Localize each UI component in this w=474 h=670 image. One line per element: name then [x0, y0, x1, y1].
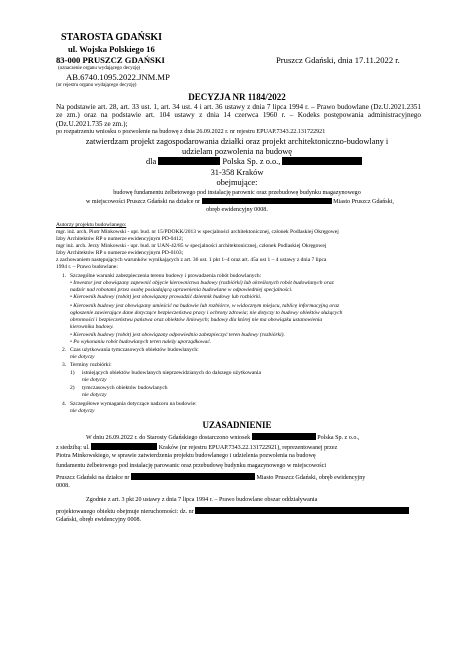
- for-prefix: dla: [146, 157, 157, 166]
- condition-line: • Kierownik budowy jest obowiązany umieścić na budowie lub rozbiórce, w widocznym miejscu, tablicę informacyjną oraz: [70, 303, 340, 309]
- item-number: 1.: [62, 273, 67, 279]
- author-line: Izby Architektów RP o numerze ewidencyjnym PD-0412;: [56, 236, 184, 242]
- justification-text: Miasto Pruszcz Gdański, obręb ewidencyjny: [256, 475, 366, 481]
- justification-line: fundamentu żelbetowego pod instalację parowanic oraz przebudowę budynku magazynowego w miejscowości: [56, 463, 327, 469]
- case-caption: (nr rejestru organu wydającego decyzję): [56, 83, 137, 88]
- authority-name: STAROSTA GDAŃSKI: [61, 32, 163, 43]
- item-number: 4.: [62, 401, 67, 407]
- redaction-box: [158, 157, 220, 165]
- item-number: 2): [70, 385, 75, 391]
- condition-value: nie dotyczy: [70, 354, 95, 360]
- condition-2: Czas użytkowania tymczasowych obiektów budowlanych:: [70, 347, 199, 353]
- redaction-box: [282, 157, 362, 165]
- condition-value: nie dotyczy: [82, 392, 107, 398]
- condition-line: ogłoszenie zawierające dane dotyczące bezpieczeństwa pracy i ochrony zdrowia; nie dotyczy to budowy obiektów służących: [70, 310, 343, 316]
- justification-line: [56, 473, 365, 482]
- justification-line: [56, 507, 409, 516]
- condition-3a: istniejących obiektów budowlanych nieprzewidzianych do dalszego użytkowania: [82, 370, 261, 376]
- scope-plot: w miejscowości Pruszcz Gdański na działce nr: [86, 199, 201, 205]
- for-company: Polska Sp. z o.o.,: [222, 157, 281, 166]
- redaction-box: [131, 473, 255, 480]
- justification-text: W dniu 26.09.2022 r. do Starosty Gdańskiego dostarczono wniosek: [86, 435, 251, 441]
- redaction-box: [202, 198, 332, 204]
- authority-city: 83-000 PRUSZCZ GDAŃSKI: [56, 55, 165, 65]
- authority-caption: (oznaczenie organu wydającego decyzję): [58, 66, 141, 71]
- condition-line: obronności i bezpieczeństwu państwa oraz obiektów liniowych; budowy dla której nie ma obowiązku ustanowienia: [70, 317, 323, 323]
- decision-title: DECYZJA NR 1184/2022: [188, 92, 286, 102]
- condition-value: nie dotyczy: [82, 377, 107, 383]
- justification-title: UZASADNIENIE: [202, 420, 272, 430]
- condition-value: nie dotyczy: [70, 408, 95, 414]
- justification-line: Gdański, obręb ewidencyjny 0008.: [56, 517, 142, 523]
- scope-line-2: [86, 198, 394, 206]
- approve-line-1: zatwierdzam projekt zagospodarowania działki oraz projekt architektoniczno-budowlany i: [85, 137, 389, 146]
- redaction-box: [91, 443, 157, 450]
- condition-4: Szczegółowe wymagania dotyczące nadzoru na budowie:: [70, 401, 197, 407]
- justification-text: Pruszcz Gdański na działce nr: [56, 475, 130, 481]
- condition-line: • Kierownik budowy (robót) jest obowiązany odpowiednio zabezpieczyć teren budowy (rozbiórki).: [70, 332, 285, 338]
- justification-line: [86, 433, 359, 442]
- justification-line: 0008.: [56, 483, 70, 489]
- justification-text: Polska Sp. z o.o.,: [317, 435, 360, 441]
- covering-label: obejmujące:: [216, 178, 258, 187]
- justification-line: Piotra Minkowskiego, w sprawie zatwierdzenia projektu budowlanego i udzielenia pozwolenia na budowę: [56, 453, 316, 459]
- author-line: mgr inż. arch. Jerzy Minkowski - upr. bud. nr UAN-42/85 w specjalności architektonicznej, członek Podlaskiej Okręgowej: [56, 243, 327, 249]
- item-number: 1): [70, 370, 75, 376]
- address-city: 31-358 Kraków: [210, 168, 264, 177]
- condition-3b: tymczasowych obiektów budowlanych: [82, 385, 168, 391]
- condition-1: Szczególne warunki zabezpieczenia terenu budowy i prowadzenia robót budowlanych:: [70, 273, 262, 279]
- condition-line: • Kierownik budowy (robót) jest obowiązany prowadzić dziennik budowy lub rozbiórki.: [70, 294, 262, 300]
- condition-line: nadzór nad robotami przez osobę posiadającą uprawnienia budowlane w odpowiedniej specjalności.: [70, 287, 293, 293]
- for-line: [146, 157, 362, 166]
- scope-line-3: obręb ewidencyjny 0008.: [206, 207, 268, 213]
- case-number: AB.6740.1095.2022.JNM.MP: [66, 72, 170, 82]
- justification-line: [56, 443, 337, 452]
- item-number: 2.: [62, 347, 67, 353]
- legal-basis: Na podstawie art. 28, art. 33 ust. 1, art. 34 ust. 4 i art. 36 ustawy z dnia 7 lipca 1994 r. – Prawo budowlane (Dz.U.2021.2351 ze zm.) oraz na podstawie art. 104 ustawy z dnia 14 czerwca 1960 r. – Kodeks postępowania administracyjnego (Dz.U.2021.735 ze zm.);: [56, 103, 421, 128]
- justification-text: Kraków (nr rejestru EPUAP.7343.22.131722921), reprezentowanej przez: [158, 445, 338, 451]
- author-line: Izby Architektów RP o numerze ewidencyjnym PD-0103;: [56, 250, 184, 256]
- justification-line: Zgodnie z art. 3 pkt 20 ustawy z dnia 7 lipca 1994 r. – Prawo budowlane obszar oddziaływania: [86, 497, 318, 503]
- justification-text: projektowanego obiektu obejmuje nieruchomości: dz. nr: [56, 509, 194, 515]
- author-line: mgr. inż. arch. Piotr Minkowski - upr. bud. nr 15/PDOKK/2013 w specjalności architektonicznej, członek Podlaskiej Okręgowej: [56, 229, 339, 235]
- redaction-box: [195, 507, 409, 514]
- scope-line-1: budowę fundamentu żelbetowego pod instalację parownic oraz przebudowę budynku magazynowego: [113, 190, 361, 196]
- approve-line-2: udzielam pozwolenia na budowę: [182, 147, 292, 156]
- application-line: po rozpatrzeniu wniosku o pozwolenie na budowę z dnia 26.09.2022 r. nr rejestru EPUAP.7343.22.131722921: [56, 129, 326, 135]
- item-number: 3.: [62, 362, 67, 368]
- condition-3: Terminy rozbiórki:: [70, 362, 112, 368]
- condition-line: • Po wykonaniu robót budowlanych teren należy uporządkować.: [70, 339, 212, 345]
- scope-municipality: Miasto Pruszcz Gdański,: [333, 199, 394, 205]
- condition-line: kierownika budowy.: [70, 324, 114, 330]
- place-date: Pruszcz Gdański, dnia 17.11.2022 r.: [276, 55, 400, 65]
- condition-line: • Inwestor jest obowiązany zapewnić objęcie kierownictwa budowy (rozbiórki) lub określonych robót budowlanych oraz: [70, 280, 334, 286]
- authority-street: ul. Wojska Polskiego 16: [68, 44, 155, 54]
- condition-intro: z zachowaniem następujących warunków wynikających z art. 36 ust. 1 pkt 1–4 oraz art. 45a ust 1 – 4 ustawy z dnia 7 lipca: [56, 257, 327, 263]
- authors-heading: Autorzy projektu budowlanego:: [56, 222, 127, 228]
- condition-intro: 1994 r. – Prawo budowlane:: [56, 264, 118, 270]
- redaction-box: [252, 433, 316, 440]
- justification-text: z siedzibą: ul.: [56, 445, 90, 451]
